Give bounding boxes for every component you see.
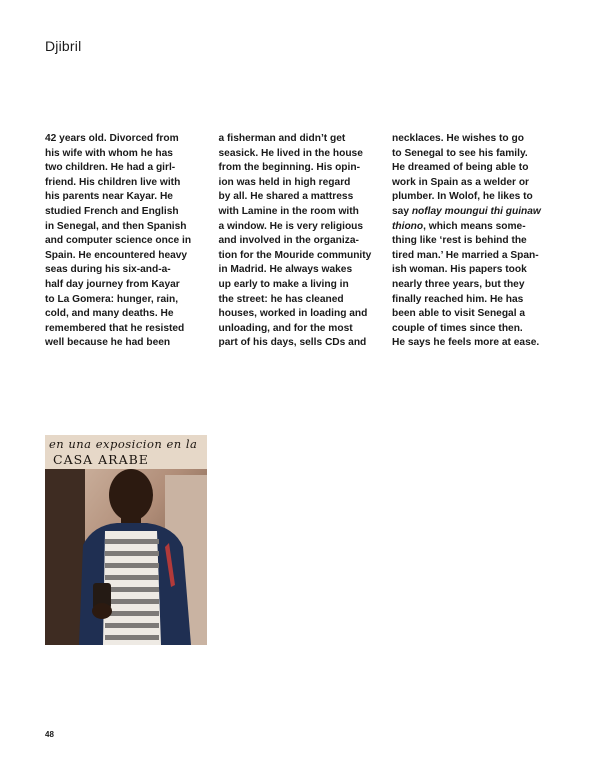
text-line: ish woman. His papers took <box>392 264 527 276</box>
text-line: plumber. In Wolof, he likes to <box>392 191 533 203</box>
portrait-photo <box>45 435 207 645</box>
text-line: well because he had been <box>45 337 171 349</box>
text-line: friend. His children live with <box>45 176 181 188</box>
text-line: to La Gomera: hunger, rain, <box>45 293 179 305</box>
text-line: in Senegal, and then Spanish <box>45 220 187 232</box>
text-line: his parents near Kayar. He <box>45 191 173 203</box>
text-line: remembered that he resisted <box>45 322 185 334</box>
text-line: finally reached him. He has <box>392 293 524 305</box>
page-number: 48 <box>45 730 54 739</box>
text-column-3 <box>392 132 555 351</box>
text-fragment: , which means some- <box>423 220 526 232</box>
text-line: ion was held in high regard <box>218 176 351 188</box>
text-line: a fisherman and didn’t get <box>218 133 346 144</box>
text-line: and involved in the organiza- <box>218 235 359 247</box>
text-line <box>392 220 555 235</box>
text-line: thing like ‘rest is behind the <box>392 235 527 247</box>
text-line: from the beginning. His opin- <box>218 162 360 174</box>
text-column-1 <box>45 132 208 351</box>
text-line: been able to visit Senegal a <box>392 308 526 320</box>
text-line: necklaces. He wishes to go <box>392 133 524 144</box>
text-fragment: say <box>392 205 412 217</box>
text-line: tired man.’ He married a Span- <box>392 249 539 261</box>
text-line: He dreamed of being able to <box>392 162 529 174</box>
text-line: 42 years old. Divorced from <box>45 133 179 144</box>
body-text <box>45 132 555 351</box>
text-line: seasick. He lived in the house <box>218 147 363 159</box>
text-line: Spain. He encountered heavy <box>45 249 188 261</box>
handwritten-caption: CASA ARABE <box>53 452 149 467</box>
text-line: and computer science once in <box>45 235 192 247</box>
text-line: a window. He is very religious <box>218 220 364 232</box>
text-line: by all. He shared a mattress <box>218 191 354 203</box>
text-line: cold, and many deaths. He <box>45 308 174 320</box>
text-line: seas during his six-and-a- <box>45 264 171 276</box>
text-line: in Madrid. He always wakes <box>218 264 353 276</box>
text-line: studied French and English <box>45 205 179 217</box>
head <box>109 469 153 521</box>
wolof-phrase: noflay moungui thi guinaw <box>411 205 541 217</box>
text-line: work in Spain as a welder or <box>392 176 530 188</box>
text-line: part of his days, sells CDs and <box>218 337 367 349</box>
text-column-2 <box>219 132 382 351</box>
text-line: up early to make a living in <box>218 278 349 290</box>
text-line: couple of times since then. <box>392 322 523 334</box>
text-line: to Senegal to see his family. <box>392 147 528 159</box>
text-line: two children. He had a girl- <box>45 162 176 174</box>
text-line: houses, worked in loading and <box>218 308 368 320</box>
page-title: Djibril <box>45 38 82 54</box>
text-line: the street: he has cleaned <box>218 293 344 305</box>
text-line: He says he feels more at ease. <box>392 337 540 349</box>
text-line: half day journey from Kayar <box>45 278 180 290</box>
text-line: unloading, and for the most <box>218 322 353 334</box>
wolof-phrase: thiono <box>392 220 424 232</box>
text-line: nearly three years, but they <box>392 278 525 290</box>
text-line: his wife with whom he has <box>45 147 173 159</box>
text-line: tion for the Mouride community <box>218 249 372 261</box>
handwritten-caption: en una exposicion en la <box>49 437 198 451</box>
text-line <box>392 205 555 220</box>
text-line: with Lamine in the room with <box>218 205 359 217</box>
